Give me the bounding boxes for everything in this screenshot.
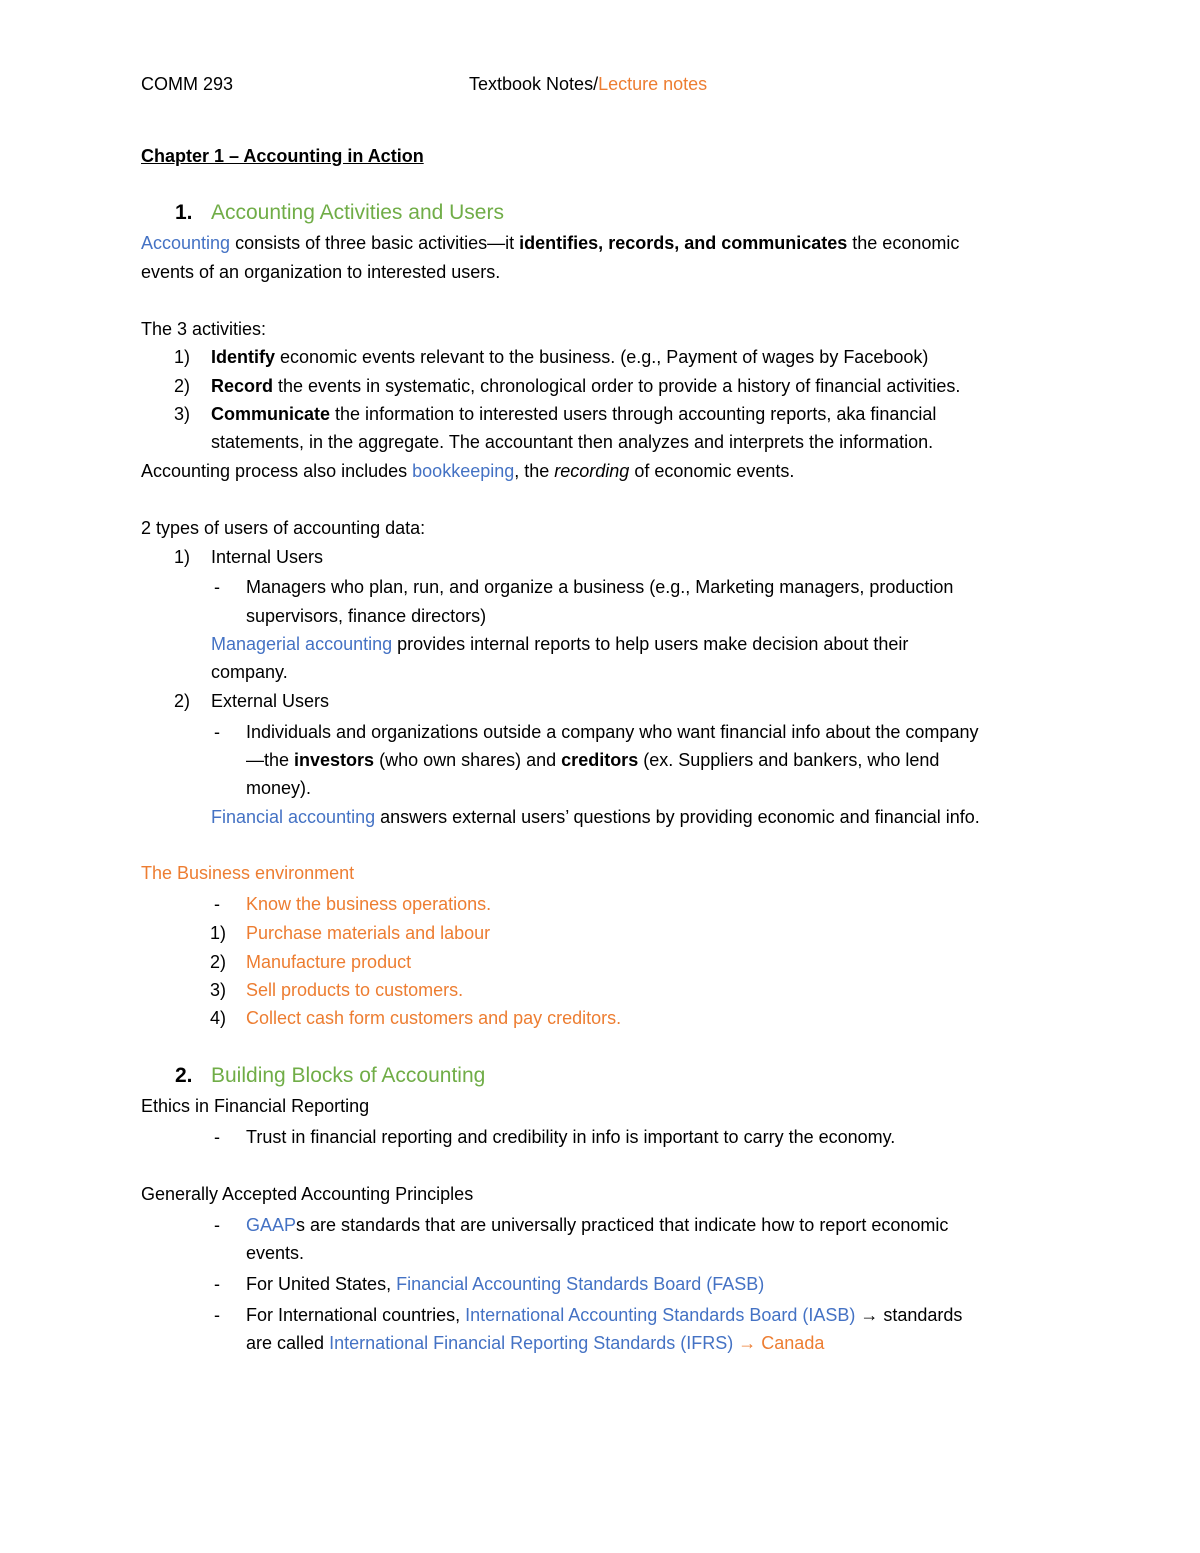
business-step-4: Collect cash form customers and pay creditors. <box>246 1008 622 1028</box>
process-text: Accounting process also includes <box>141 461 413 481</box>
internal-users-bullet-line-1: Managers who plan, run, and organize a business (e.g., Marketing managers, production <box>246 577 954 597</box>
gaap-title: Generally Accepted Accounting Principles <box>141 1184 474 1204</box>
term-investors: investors <box>294 750 375 770</box>
gaap-bullet-1-line-2: events. <box>246 1243 305 1263</box>
external-users-bullet-line-1: Individuals and organizations outside a company who want financial info about the company <box>246 722 979 742</box>
header-notes <box>469 72 707 96</box>
process-comma: , the <box>514 461 555 481</box>
business-step-3-number: 3) <box>210 980 227 1000</box>
gaap-bullet-2 <box>246 1272 764 1296</box>
term-accounting: Accounting <box>141 233 231 253</box>
process-recording: recording <box>554 461 630 481</box>
dash-bullet: - <box>214 1305 220 1325</box>
section-1-number: 1. <box>175 201 193 224</box>
arrow-right-icon: → <box>733 1333 762 1353</box>
activities-intro: The 3 activities: <box>141 319 267 339</box>
dash-bullet: - <box>214 722 220 742</box>
ext-text-a: —the <box>246 750 295 770</box>
section-2-number: 2. <box>175 1064 193 1087</box>
header-notes-lecture: Lecture notes <box>598 74 708 94</box>
financial-desc: answers external users’ questions by providing economic and financial info. <box>375 807 980 827</box>
activity-3-verb: Communicate <box>211 404 331 424</box>
activity-2-verb: Record <box>211 376 274 396</box>
business-know-operations: Know the business operations. <box>246 894 492 914</box>
activity-2-number: 2) <box>174 376 191 396</box>
gaap-desc: s are standards that are universally practiced that indicate how to report economic <box>296 1215 949 1235</box>
activity-1-text: economic events relevant to the business. (e.g., Payment of wages by Facebook) <box>275 347 929 367</box>
internal-users-label: Internal Users <box>211 547 324 567</box>
bookkeeping-sentence <box>141 459 794 483</box>
term-managerial-accounting: Managerial accounting <box>211 634 393 654</box>
fasb-prefix: For United States, <box>246 1274 397 1294</box>
term-canada: Canada <box>761 1333 825 1353</box>
iasb-standards: standards <box>883 1305 963 1325</box>
activity-3 <box>211 402 936 426</box>
ifrs-prefix: are called <box>246 1333 330 1353</box>
gaap-bullet-3-line-1 <box>246 1303 962 1327</box>
dash-bullet: - <box>214 1274 220 1294</box>
business-step-1: Purchase materials and labour <box>246 923 491 943</box>
internal-users-bullet-line-2: supervisors, finance directors) <box>246 606 487 626</box>
ext-text-c: (ex. Suppliers and bankers, who lend <box>638 750 940 770</box>
iasb-prefix: For International countries, <box>246 1305 466 1325</box>
ethics-title: Ethics in Financial Reporting <box>141 1096 370 1116</box>
users-intro: 2 types of users of accounting data: <box>141 518 426 538</box>
dash-bullet: - <box>214 894 220 914</box>
activity-1 <box>211 345 928 369</box>
term-fasb: Financial Accounting Standards Board (FASB) <box>396 1274 765 1294</box>
chapter-title: Chapter 1 – Accounting in Action <box>141 146 424 166</box>
business-step-4-number: 4) <box>210 1008 227 1028</box>
business-step-2: Manufacture product <box>246 952 412 972</box>
term-bookkeeping: bookkeeping <box>412 461 515 481</box>
activity-3-continued: statements, in the aggregate. The accountant then analyzes and interprets the information. <box>211 432 934 452</box>
course-code: COMM 293 <box>141 74 234 94</box>
dash-bullet: - <box>214 1127 220 1147</box>
external-users-bullet-line-3: money). <box>246 778 312 798</box>
term-iasb: International Accounting Standards Board (IASB) <box>465 1305 856 1325</box>
managerial-accounting-line-1 <box>211 632 908 656</box>
section-2-title: Building Blocks of Accounting <box>211 1064 486 1087</box>
accounting-definition-line-1 <box>141 231 959 255</box>
external-users-number: 2) <box>174 691 191 711</box>
activity-1-number: 1) <box>174 347 191 367</box>
process-end: of economic events. <box>629 461 795 481</box>
term-creditors: creditors <box>561 750 639 770</box>
business-environment-title: The Business environment <box>141 863 355 883</box>
external-users-label: External Users <box>211 691 330 711</box>
internal-users-number: 1) <box>174 547 191 567</box>
ethics-bullet: Trust in financial reporting and credibility in info is important to carry the economy. <box>246 1127 896 1147</box>
definition-bold: identifies, records, and communicates <box>519 233 848 253</box>
gaap-bullet-3-line-2 <box>246 1331 824 1355</box>
header-notes-textbook: Textbook Notes/ <box>469 74 599 94</box>
accounting-definition-line-2: events of an organization to interested users. <box>141 262 501 282</box>
dash-bullet: - <box>214 577 220 597</box>
managerial-accounting-line-2: company. <box>211 662 288 682</box>
term-financial-accounting: Financial accounting <box>211 807 376 827</box>
section-1-title: Accounting Activities and Users <box>211 201 504 224</box>
gaap-bullet-1-line-1 <box>246 1213 948 1237</box>
activity-1-verb: Identify <box>211 347 276 367</box>
activity-3-text: the information to interested users through accounting reports, aka financial <box>330 404 937 424</box>
financial-accounting-line <box>211 805 980 829</box>
managerial-desc: provides internal reports to help users make decision about their <box>392 634 909 654</box>
ext-text-b: (who own shares) and <box>374 750 562 770</box>
activity-2 <box>211 374 960 398</box>
definition-text: consists of three basic activities—it <box>230 233 520 253</box>
term-ifrs: International Financial Reporting Standards (IFRS) <box>329 1333 734 1353</box>
business-step-3: Sell products to customers. <box>246 980 464 1000</box>
arrow-right-icon: → <box>855 1305 884 1325</box>
term-gaap: GAAP <box>246 1215 297 1235</box>
dash-bullet: - <box>214 1215 220 1235</box>
external-users-bullet-line-2 <box>246 748 939 772</box>
activity-2-text: the events in systematic, chronological order to provide a history of financial activities. <box>273 376 961 396</box>
business-step-2-number: 2) <box>210 952 227 972</box>
definition-end: the economic <box>847 233 960 253</box>
business-step-1-number: 1) <box>210 923 227 943</box>
activity-3-number: 3) <box>174 404 191 424</box>
